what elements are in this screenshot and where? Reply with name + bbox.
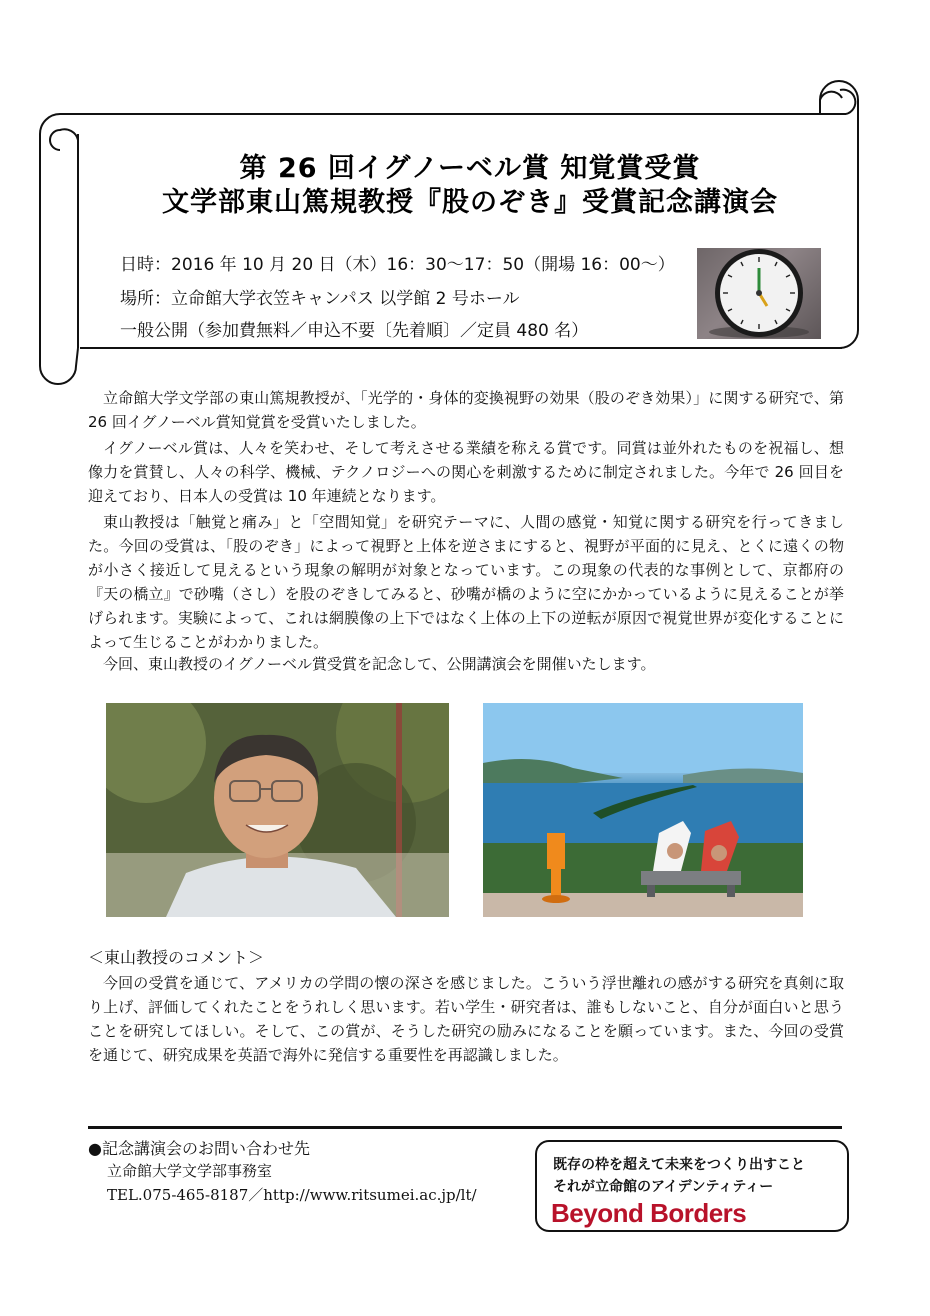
slogan-box xyxy=(535,1140,849,1232)
comment-text: 今回の受賞を通じて、アメリカの学問の懐の深さを感じました。こういう浮世離れの感がする研究を真剣に取り上げ、評価してくれたことをうれしく思います。若い学生・研究者は、誰もしないこと、自分が面白いと思うことを研究してほしい。そして、この賞が、そうした研究の励みになることを願っています。また、今回の受賞を通じて、研究成果を英語で海外に発信する重要性を再認識しました。 xyxy=(88,974,844,1064)
footer-divider xyxy=(88,1126,842,1129)
event-place: 場所：立命館大学衣笠キャンパス 以学館 2 号ホール xyxy=(120,289,520,309)
comment-heading: ＜東山教授のコメント＞ xyxy=(88,948,265,967)
slogan-line-1: 既存の枠を超えて未来をつくり出すこと xyxy=(553,1157,805,1173)
professor-photo xyxy=(106,703,449,917)
intro-paragraph: 立命館大学文学部の東山篤規教授が、「光学的・身体的変換視野の効果（股のぞき効果）」に関する研究で、第 26 回イグノーベル賞知覚賞を受賞いたしました。 xyxy=(88,389,844,431)
amanohashidate-photo xyxy=(483,703,803,917)
lecture-paragraph: 今回、東山教授のイグノーベル賞受賞を記念して、公開講演会を開催いたします。 xyxy=(103,655,656,673)
title-line-1: 第 26 回イグノーベル賞 知覚賞受賞 xyxy=(239,153,701,184)
contact-office: 立命館大学文学部事務室 xyxy=(107,1162,273,1180)
event-date: 日時：2016 年 10 月 20 日（木）16：30〜17：50（開場 16：00〜） xyxy=(120,255,675,275)
slogan-line-2: それが立命館のアイデンティティー xyxy=(553,1179,774,1195)
clock-photo xyxy=(697,248,821,339)
beyond-borders-logo: Beyond Borders xyxy=(551,1198,747,1228)
ig-nobel-paragraph: イグノーベル賞は、人々を笑わせ、そして考えさせる業績を称える賞です。同賞は並外れたものを祝福し、想像力を賞賛し、人々の科学、機械、テクノロジーへの関心を刺激するために制定されました。今年で 26 回目を迎えており、日本人の受賞は 10 年連続となります。 xyxy=(88,439,844,505)
event-admission: 一般公開（参加費無料／申込不要〔先着順〕／定員 480 名） xyxy=(120,321,589,341)
contact-tel-url[interactable]: TEL.075-465-8187／http://www.ritsumei.ac.jp/lt/ xyxy=(107,1186,477,1204)
research-paragraph: 東山教授は「触覚と痛み」と「空間知覚」を研究テーマに、人間の感覚・知覚に関する研究を行ってきました。今回の受賞は、「股のぞき」によって視野と上体を逆さまにすると、視野が平面的に見え、とくに遠くの物が小さく接近して見えるという現象の解明が対象となっています。この現象の代表的な事例として、京都府の『天の橋立』で砂嘴（さし）を股のぞきしてみると、砂嘴が橋のように空にかかっているように見えることが挙げられます。実験によって、これは網膜像の上下ではなく上体の上下の逆転が原因で視覚世界が変化することによって生じることがわかりました。 xyxy=(88,513,844,651)
title-line-2: 文学部東山篤規教授『股のぞき』受賞記念講演会 xyxy=(162,187,778,218)
contact-heading: ●記念講演会のお問い合わせ先 xyxy=(88,1139,310,1158)
